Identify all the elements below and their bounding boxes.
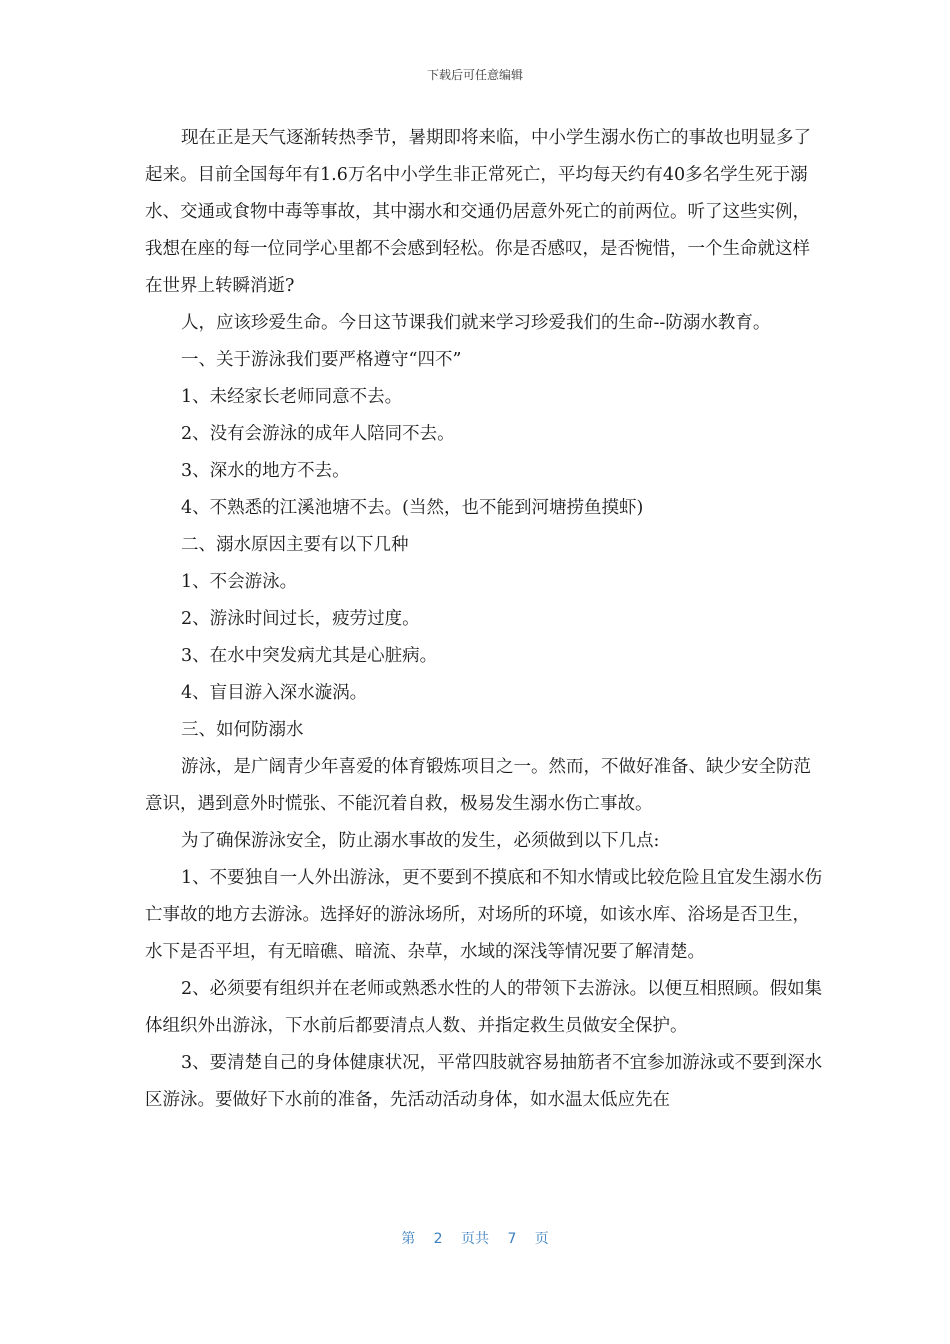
- list-item: 3、要清楚自己的身体健康状况，平常四肢就容易抽筋者不宜参加游泳或不要到深水区游泳。要做好下水前的准备，先活动活动身体，如水温太低应先在: [145, 1053, 823, 1110]
- section-heading: 二、溺水原因主要有以下几种: [181, 535, 409, 555]
- list-item: 3、在水中突发病尤其是心脏病。: [181, 646, 438, 666]
- paragraph: 人，应该珍爱生命。今日这节课我们就来学习珍爱我们的生命--防溺水教育。: [181, 313, 771, 333]
- section-heading: 一、关于游泳我们要严格遵守“四不”: [181, 350, 462, 370]
- list-item: 2、必须要有组织并在老师或熟悉水性的人的带领下去游泳。以便互相照顾。假如集体组织外出游泳，下水前后都要清点人数、并指定救生员做安全保护。: [145, 979, 823, 1036]
- list-item: 3、深水的地方不去。: [181, 461, 350, 481]
- list-item: 4、不熟悉的江溪池塘不去。(当然，也不能到河塘捞鱼摸虾): [181, 498, 644, 518]
- paragraph: 为了确保游泳安全，防止溺水事故的发生，必须做到以下几点:: [181, 831, 660, 851]
- page-number: 第 2 页共 7 页: [401, 1231, 549, 1247]
- list-item: 1、不要独自一人外出游泳，更不要到不摸底和不知水情或比较危险且宜发生溺水伤亡事故的地方去游泳。选择好的游泳场所，对场所的环境，如该水库、浴场是否卫生，水下是否平坦，有无暗礁、暗流、杂草，水域的深浅等情况要了解清楚。: [145, 868, 823, 962]
- section-heading: 三、如何防溺水: [181, 720, 304, 740]
- document-body: [145, 120, 825, 1119]
- list-item: 2、游泳时间过长，疲劳过度。: [181, 609, 420, 629]
- list-item: 1、未经家长老师同意不去。: [181, 387, 403, 407]
- paragraph: 游泳，是广阔青少年喜爱的体育锻炼项目之一。然而，不做好准备、缺少安全防范意识，遇到意外时慌张、不能沉着自救，极易发生溺水伤亡事故。: [145, 757, 811, 814]
- list-item: 2、没有会游泳的成年人陪同不去。: [181, 424, 455, 444]
- paragraph: 现在正是天气逐渐转热季节，暑期即将来临，中小学生溺水伤亡的事故也明显多了起来。目前全国每年有1.6万名中小学生非正常死亡，平均每天约有40多名学生死于溺水、交通或食物中毒等事故，其中溺水和交通仍居意外死亡的前两位。听了这些实例，我想在座的每一位同学心里都不会感到轻松。你是否感叹，是否惋惜，一个生命就这样在世界上转瞬消逝?: [145, 128, 811, 296]
- page-header: 下载后可任意编辑: [426, 68, 523, 82]
- list-item: 1、不会游泳。: [181, 572, 298, 592]
- list-item: 4、盲目游入深水漩涡。: [181, 683, 368, 703]
